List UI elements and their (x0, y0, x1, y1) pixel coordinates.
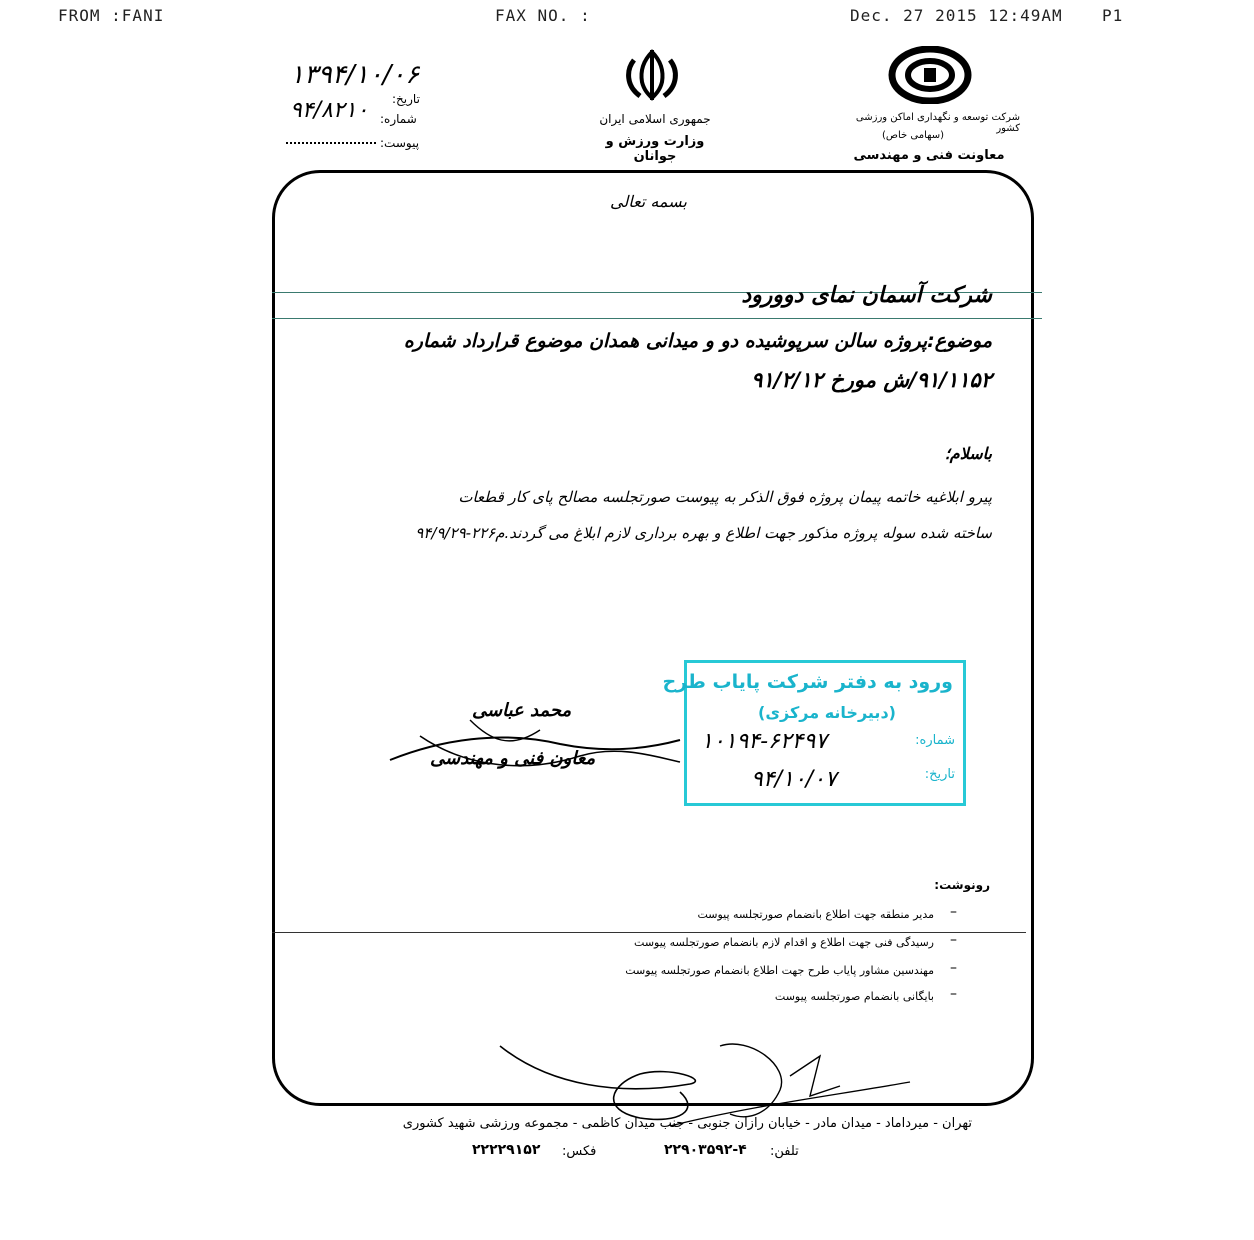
iran-emblem-icon (620, 46, 684, 110)
registration-stamp (662, 660, 966, 806)
body-line-1: پیرو ابلاغیه خاتمه پیمان پروژه فوق الذکر به پیوست صورتجلسه مصالح پای کار قطعات (458, 488, 992, 506)
letter-date-value: ۱۳۹۴/۱۰/۰۶ (290, 60, 420, 90)
company-logo-icon (888, 46, 972, 108)
cc-label: رونوشت: (934, 878, 990, 892)
stamp-title: ورود به دفتر شرکت پایاب طرح (662, 671, 953, 693)
scan-line (272, 932, 1026, 933)
stamp-subtitle: (دبیرخانه مرکزی) (758, 703, 896, 722)
cc-bullet: – (950, 904, 957, 920)
stamp-date-label: تاریخ: (924, 767, 955, 782)
fax-datetime: Dec. 27 2015 12:49AM (850, 6, 1063, 25)
letter-number-label: شماره: (380, 112, 417, 126)
attachment-line (286, 142, 376, 144)
letter-date-label: تاریخ: (392, 92, 420, 106)
letter-number-value: ۹۴/۸۲۱۰ (290, 98, 369, 123)
cc-bullet: – (950, 932, 957, 948)
ministry-line-2: وزارت ورزش و جوانان (605, 134, 705, 164)
fax-number: FAX NO. : (495, 6, 591, 25)
signer-title: معاون فنی و مهندسی (430, 748, 596, 769)
invocation: بسمه تعالی (610, 192, 687, 211)
footer-phone-label: تلفن: (770, 1144, 799, 1159)
signature-scribble (380, 700, 690, 794)
footer-fax-value: ۲۲۲۲۹۱۵۲ (472, 1142, 541, 1158)
subject-line-1: موضوع:پروژه سالن سرپوشیده دو و میدانی همدان موضوع قرارداد شماره (403, 330, 992, 352)
ministry-line-1: جمهوری اسلامی ایران (599, 112, 711, 126)
fax-from: FROM :FANI (58, 6, 165, 25)
body-line-2: ساخته شده سوله پروژه مذکور جهت اطلاع و بهره برداری لازم ابلاغ می گردند.م۲۲۶-۹۴/۹/۲۹ (415, 524, 992, 542)
signer-name: محمد عباسی (472, 700, 572, 721)
footer-address: تهران - میرداماد - میدان مادر - خیابان رازان جنوبی - جنب میدان کاظمی - مجموعه ورزشی شهید کشوری (402, 1116, 972, 1131)
cc-item: بایگانی بانضمام صورتجلسه پیوست (774, 990, 934, 1003)
stamp-date-value: ۹۴/۱۰/۰۷ (751, 767, 837, 792)
company-line-1: شرکت توسعه و نگهداری اماکن ورزشی کشور (855, 112, 1020, 134)
cc-item: مدیر منطقه جهت اطلاع بانضمام صورتجلسه پیوست (697, 908, 934, 921)
recipient: شرکت آسمان نمای دوورود (741, 283, 992, 308)
stamp-number-label: شماره: (915, 733, 955, 748)
cc-bullet: – (950, 960, 957, 976)
subject-line-2: ۹۱/۱۱۵۲/ش مورخ ۹۱/۲/۱۲ (751, 368, 992, 392)
cc-item: مهندسین مشاور پایاب طرح جهت اطلاع بانضمام صورتجلسه پیوست (625, 964, 934, 977)
company-line-2: (سهامی خاص) (881, 130, 945, 141)
letter-attachment-label: پیوست: (380, 136, 420, 150)
footer-phone-value: ۲۲۹۰۳۵۹۲-۴ (664, 1142, 747, 1158)
stamp-number-value: ۱۰۱۹۴-۶۲۴۹۷ (701, 729, 828, 754)
scan-line (272, 318, 1042, 319)
cc-item: رسیدگی فنی جهت اطلاع و اقدام لازم بانضمام صورتجلسه پیوست (634, 936, 934, 949)
company-line-3: معاونت فنی و مهندسی (853, 148, 1005, 163)
cc-bullet: – (950, 986, 957, 1002)
fax-page: P1 (1102, 6, 1124, 25)
greeting: باسلام؛ (944, 444, 992, 463)
footer-fax-label: فکس: (562, 1144, 597, 1159)
